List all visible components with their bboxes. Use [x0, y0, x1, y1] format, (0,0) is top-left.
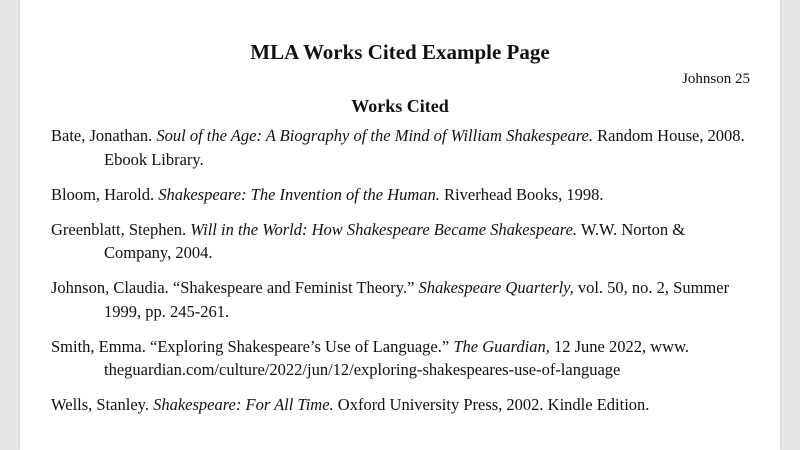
works-cited-list	[51, 124, 751, 428]
citation-entry	[51, 218, 751, 265]
citation-entry	[51, 183, 751, 207]
citation-details: Oxford University Press, 2002. Kindle Edition.	[333, 395, 650, 414]
citation-title: Soul of the Age: A Biography of the Mind of William Shakespeare.	[156, 126, 593, 145]
citation-details: vol. 50, no. 2, Summer 1999, pp. 245-261.	[104, 278, 730, 321]
citation-author: Greenblatt, Stephen.	[51, 219, 191, 239]
citation-entry	[51, 124, 751, 171]
citation-title: Will in the World: How Shakespeare Became Shakespeare.	[190, 219, 578, 239]
document-page	[20, 0, 780, 450]
citation-details: Random House, 2008. Ebook Library.	[104, 126, 745, 169]
citation-title: Shakespeare: The Invention of the Human.	[158, 184, 440, 204]
citation-article-title: “Exploring Shakespeare’s Use of Language.”	[150, 336, 454, 356]
citation-details: 12 June 2022, www. theguardian.com/culture/2022/jun/12/exploring-shakespeares-use-of-language	[104, 336, 690, 379]
citation-author: Bate, Jonathan.	[51, 126, 157, 145]
citation-details: Riverhead Books, 1998.	[439, 184, 604, 204]
citation-author: Smith, Emma.	[51, 336, 150, 356]
citation-entry	[51, 276, 751, 323]
citation-container: Shakespeare Quarterly,	[418, 278, 574, 297]
citation-details: W.W. Norton & Company, 2004.	[104, 219, 686, 262]
citation-title: Shakespeare: For All Time.	[153, 395, 334, 414]
citation-article-title: “Shakespeare and Feminist Theory.”	[172, 278, 419, 297]
citation-author: Johnson, Claudia.	[51, 278, 173, 297]
citation-entry	[51, 393, 751, 417]
section-heading: Works Cited	[351, 96, 449, 116]
citation-author: Wells, Stanley.	[51, 395, 154, 414]
citation-entry	[51, 335, 751, 382]
citation-container: The Guardian,	[453, 336, 550, 356]
citation-author: Bloom, Harold.	[51, 184, 159, 204]
document-title: MLA Works Cited Example Page	[250, 40, 550, 64]
page-header: Johnson 25	[682, 71, 750, 87]
